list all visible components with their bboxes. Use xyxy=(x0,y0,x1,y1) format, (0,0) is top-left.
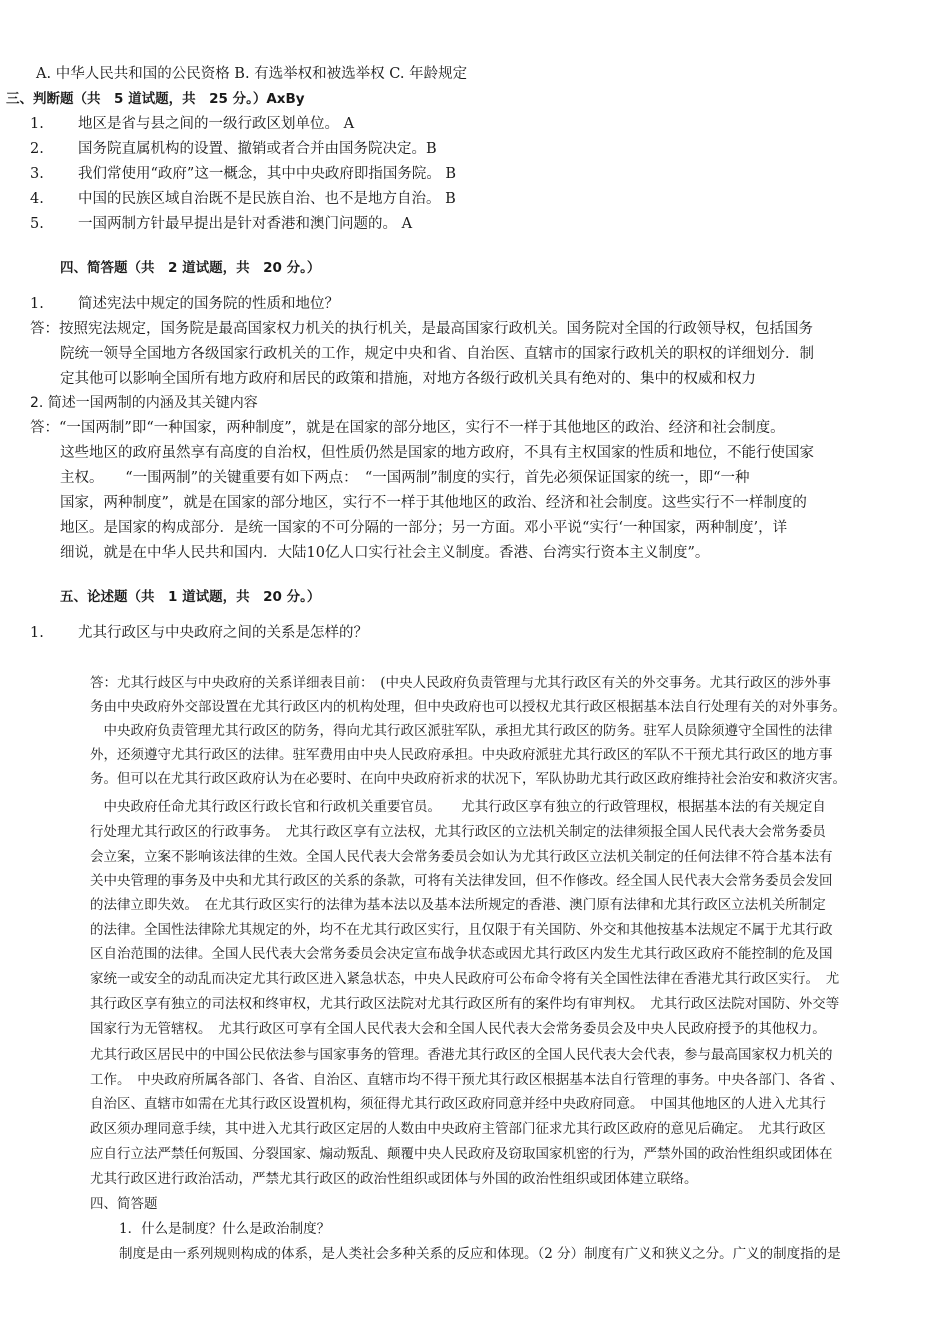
answer2-line-1: 答：“一国两制”即“一种国家，两种制度”，就是在国家的部分地区，实行不一样于其他地区的政治、经济和社会制度。 xyxy=(30,420,785,436)
essay-answer-line: 中央政府任命尤其行政区行政长官和行政机关重要官员。 尤其行政区享有独立的行政管理权，根据基本法的有关规定自 xyxy=(90,799,826,815)
essay-answer-line: 尤其行政区进行政治活动，严禁尤其行政区的政治性组织或团体与外国的政治性组织或团体建立联络。 xyxy=(90,1171,698,1187)
section4-header: 四、简答题（共 2 道试题，共 20 分。） xyxy=(60,260,321,276)
judge-item-2-num: 2. xyxy=(30,141,44,157)
answer2-line-2: 这些地区的政府虽然享有高度的自治权，但性质仍然是国家的地方政府，不具有主权国家的性质和地位，不能行使国家 xyxy=(60,445,814,461)
section4b-header: 四、简答题 xyxy=(90,1196,158,1212)
essay-answer-line: 的法律立即失效。 在尤其行政区实行的法律为基本法以及基本法所规定的香港、澳门原有法律和尤其行政区立法机关所制定 xyxy=(90,897,826,913)
answer2-line-6: 细说，就是在中华人民共和国内．大陆10亿人口实行社会主义制度。香港、台湾实行资本主义制度”。 xyxy=(60,545,710,561)
essay-answer-line: 自治区、直辖市如需在尤其行政区设置机构，须征得尤其行政区政府同意并经中央政府同意。 中国其他地区的人进入尤其行 xyxy=(90,1096,826,1112)
short-question-2: 2. 简述一国两制的内涵及其关键内容 xyxy=(30,395,258,411)
essay-answer-line: 工作。 中央政府所属各部门、各省、自治区、直辖市均不得干预尤其行政区根据基本法自行管理的事务。中央各部门、各省 、 xyxy=(90,1072,844,1088)
essay-answer-line: 务。但可以在尤其行政区政府认为在必要时、在向中央政府祈求的状况下，军队协助尤其行政区政府维持社会治安和救济灾害。 xyxy=(90,771,846,787)
judge-item-4-num: 4. xyxy=(30,191,44,207)
judge-item-3-num: 3. xyxy=(30,166,44,182)
short-question-1 xyxy=(30,294,339,314)
answer2-line-5: 地区。是国家的构成部分．是统一国家的不可分隔的一部分；另一方面。邓小平说“实行‘一种国家，两种制度’，详 xyxy=(60,520,788,536)
judge-item-2-text: 国务院直属机构的设置、撤销或者合并由国务院决定。B xyxy=(78,141,437,157)
judge-item-2 xyxy=(30,139,437,159)
judge-item-5-num: 5. xyxy=(30,216,44,232)
answer1-line-2: 院统一领导全国地方各级国家行政机关的工作，规定中央和省、自治医、直辖市的国家行政机关的职权的详细划分．制 xyxy=(60,346,814,362)
judge-item-1-text: 地区是省与县之间的一级行政区划单位。 A xyxy=(78,116,355,132)
judge-item-5 xyxy=(30,214,412,234)
essay-answer-line: 的法律。全国性法律除尤其规定的外，均不在尤其行政区实行，且仅限于有关国防、外交和其他按基本法规定不属于尤其行政 xyxy=(90,922,833,938)
section4b-question-1: 1．什么是制度？什么是政治制度？ xyxy=(119,1221,331,1237)
judge-item-1 xyxy=(30,114,354,134)
essay-answer-line: 答：尤其行歧区与中央政府的关系详细表目前： (中央人民政府负责管理与尤其行政区有关的外交事务。尤其行政区的涉外事 xyxy=(90,675,832,691)
essay-answer-line: 应自行立法严禁任何叛国、分裂国家、煽动叛乱、颠覆中央人民政府及窃取国家机密的行为，严禁外国的政治性组织或团体在 xyxy=(90,1146,833,1162)
essay-question-1-text: 尤其行政区与中央政府之间的关系是怎样的？ xyxy=(78,625,368,641)
essay-answer-line: 其行政区享有独立的司法权和终审权，尤其行政区法院对尤其行政区所有的案件均有审判权。 尤其行政区法院对国防、外交等 xyxy=(90,996,840,1012)
essay-answer-line: 区自治范围的法律。全国人民代表大会常务委员会决定宣布战争状态或因尤其行政区内发生尤其行政区政府不能控制的危及国 xyxy=(90,946,833,962)
essay-question-1-num: 1. xyxy=(30,625,44,641)
judge-item-1-num: 1. xyxy=(30,116,44,132)
answer1-line-3: 定其他可以影响全国所有地方政府和居民的政策和措施，对地方各级行政机关具有绝对的、集中的权威和权力 xyxy=(60,371,756,387)
essay-answer-line: 外，还须遵守尤其行政区的法律。驻军费用由中央人民政府承担。中央政府派驻尤其行政区的军队不干预尤其行政区的地方事 xyxy=(90,747,833,763)
essay-answer-line: 家统一或安全的动乱而决定尤其行政区进入紧急状态，中央人民政府可公布命令将有关全国性法律在香港尤其行政区实行。 尤 xyxy=(90,971,840,987)
judge-item-3 xyxy=(30,164,456,184)
section3-header: 三、判断题（共 5 道试题，共 25 分。）AxBy xyxy=(6,91,305,107)
options-line: A. 中华人民共和国的公民资格 B. 有选举权和被选举权 C. 年龄规定 xyxy=(36,66,468,82)
answer2-line-4: 国家，两种制度”，就是在国家的部分地区，实行不一样于其他地区的政治、经济和社会制度。这些实行不一样制度的 xyxy=(60,495,807,511)
essay-answer-line: 关中央管理的事务及中央和尤其行政区的关系的条款，可将有关法律发回，但不作修改。经全国人民代表大会常务委员会发回 xyxy=(90,873,833,889)
essay-answer-line: 国家行为无管辖权。 尤其行政区可享有全国人民代表大会和全国人民代表大会常务委员会及中央人民政府授予的其他权力。 xyxy=(90,1021,826,1037)
essay-question-1 xyxy=(30,623,368,643)
judge-item-4-text: 中国的民族区域自治既不是民族自治、也不是地方自治。 B xyxy=(78,191,456,207)
essay-answer-line: 务由中央政府外交部设置在尤其行政区内的机构处理，但中央政府也可以授权尤其行政区根据基本法自行处理有关的对外事务。 xyxy=(90,699,846,715)
short-question-1-text: 简述宪法中规定的国务院的性质和地位？ xyxy=(78,296,339,312)
section4b-answer-1: 制度是由一系列规则构成的体系，是人类社会多种关系的反应和体现。（2 分）制度有广义和狭义之分。广义的制度指的是 xyxy=(119,1246,841,1262)
short-question-1-num: 1. xyxy=(30,296,44,312)
essay-answer-line: 尤其行政区居民中的中国公民依法参与国家事务的管理。香港尤其行政区的全国人民代表大会代表，参与最高国家权力机关的 xyxy=(90,1047,833,1063)
answer2-line-3: 主权。 “一围两制”的关键重要有如下两点： “一国两制”制度的实行，首先必须保证国家的统一，即“一种 xyxy=(60,470,750,486)
essay-answer-line: 中央政府负责管理尤其行政区的防务，得向尤其行政区派驻军队，承担尤其行政区的防务。驻军人员除须遵守全国性的法律 xyxy=(90,723,833,739)
essay-answer-line: 政区须办理同意手续，其中进入尤其行政区定居的人数由中央政府主管部门征求尤其行政区政府的意见后确定。 尤其行政区 xyxy=(90,1121,826,1137)
judge-item-4 xyxy=(30,189,456,209)
essay-answer-line: 行处理尤其行政区的行政事务。 尤其行政区享有立法权，尤其行政区的立法机关制定的法律须报全国人民代表大会常务委员 xyxy=(90,824,826,840)
judge-item-3-text: 我们常使用“政府”这一概念，其中中央政府即指国务院。 B xyxy=(78,166,457,182)
section5-header: 五、论述题（共 1 道试题，共 20 分。） xyxy=(60,589,321,605)
judge-item-5-text: 一国两制方针最早提出是针对香港和澳门问题的。 A xyxy=(78,216,413,232)
essay-answer-line: 会立案，立案不影响该法律的生效。全国人民代表大会常务委员会如认为尤其行政区立法机关制定的任何法律不符合基本法有 xyxy=(90,849,833,865)
answer1-line-1: 答：按照宪法规定，国务院是最高国家权力机关的执行机关，是最高国家行政机关。国务院对全国的行政领导权，包括国务 xyxy=(30,321,813,337)
